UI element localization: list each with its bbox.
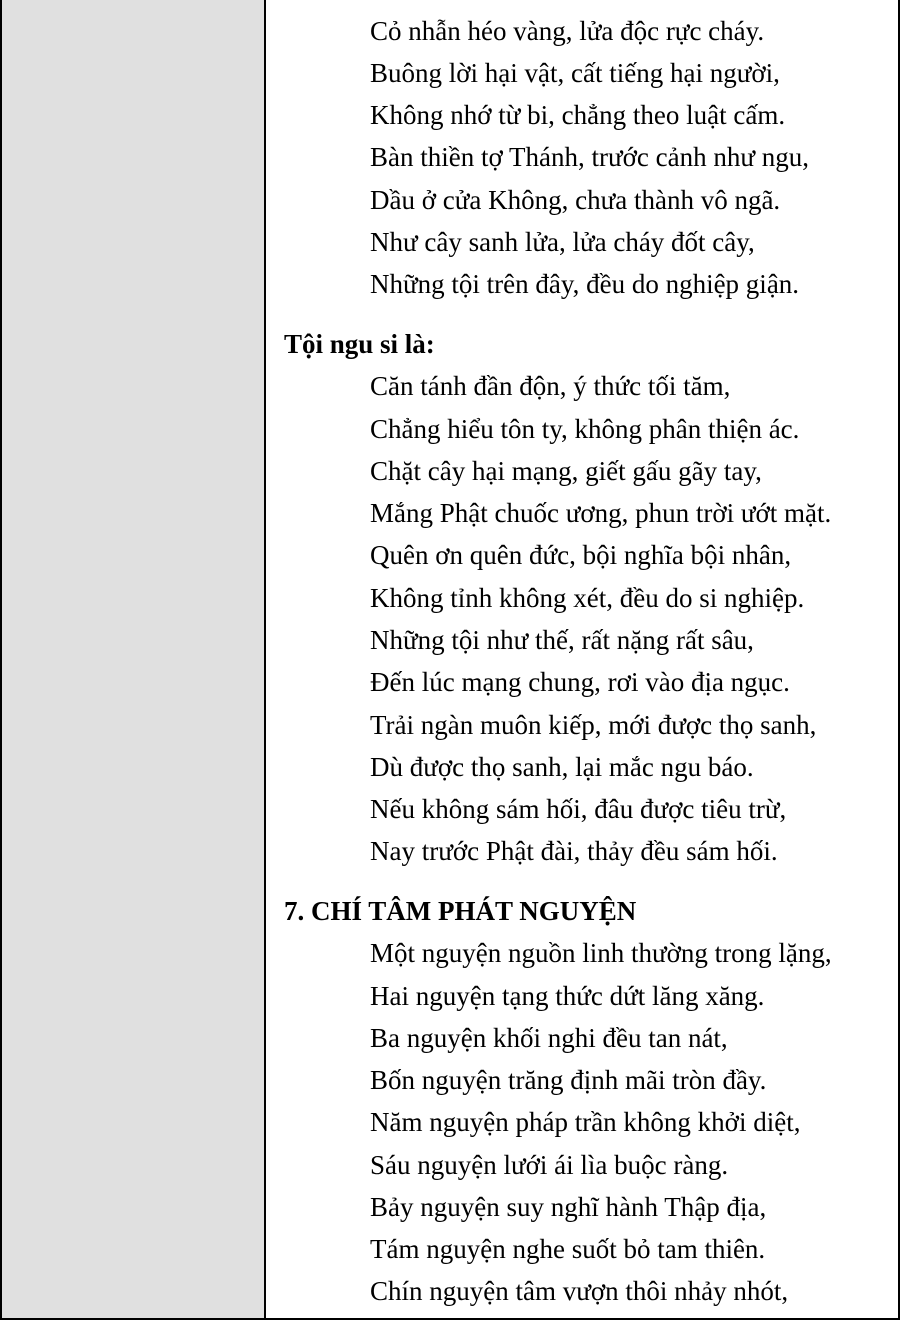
verse-line: Mắng Phật chuốc ương, phun trời ướt mặt. [370, 498, 832, 528]
verse-line: Dầu ở cửa Không, chưa thành vô ngã. [370, 185, 781, 215]
verse-line: Cỏ nhẫn héo vàng, lửa độc rực cháy. [370, 16, 765, 46]
verse-line: Bàn thiền tợ Thánh, trước cảnh như ngu, [370, 142, 809, 172]
verse-line: Chín nguyện tâm vượn thôi nhảy nhót, [370, 1276, 789, 1306]
verse-line: Buông lời hại vật, cất tiếng hại người, [370, 58, 780, 88]
verse-line: Hai nguyện tạng thức dứt lăng xăng. [370, 981, 765, 1011]
verse-line: Ba nguyện khối nghi đều tan nát, [370, 1023, 728, 1053]
verse-line: Căn tánh đần độn, ý thức tối tăm, [370, 371, 731, 401]
section-heading: Tội ngu si là: [284, 329, 435, 359]
verse-line: Một nguyện nguồn linh thường trong lặng, [370, 938, 832, 968]
verse-line: Đến lúc mạng chung, rơi vào địa ngục. [370, 667, 790, 697]
verse-line: Không nhớ từ bi, chẳng theo luật cấm. [370, 100, 786, 130]
verse-line: Chặt cây hại mạng, giết gấu gãy tay, [370, 456, 762, 486]
verse-line: Năm nguyện pháp trần không khởi diệt, [370, 1107, 801, 1137]
verse-line: Dù được thọ sanh, lại mắc ngu báo. [370, 752, 754, 782]
verse-line: Chẳng hiểu tôn ty, không phân thiện ác. [370, 414, 800, 444]
verse-line: Quên ơn quên đức, bội nghĩa bội nhân, [370, 540, 792, 570]
section-heading: 7. CHÍ TÂM PHÁT NGUYỆN [284, 896, 637, 926]
verse-line: Trải ngàn muôn kiếp, mới được thọ sanh, [370, 710, 817, 740]
verse-line: Bảy nguyện suy nghĩ hành Thập địa, [370, 1192, 767, 1222]
verse-line: Tám nguyện nghe suốt bỏ tam thiên. [370, 1234, 766, 1264]
left-shaded-column [2, 0, 266, 1318]
verse-line: Không tỉnh không xét, đều do si nghiệp. [370, 583, 805, 613]
verse-line: Bốn nguyện trăng định mãi tròn đầy. [370, 1065, 767, 1095]
verse-line: Nay trước Phật đài, thảy đều sám hối. [370, 836, 778, 866]
verse-line: Những tội trên đây, đều do nghiệp giận. [370, 269, 800, 299]
verse-line: Sáu nguyện lưới ái lìa buộc ràng. [370, 1150, 729, 1180]
verse-line: Như cây sanh lửa, lửa cháy đốt cây, [370, 227, 755, 257]
verse-line: Nếu không sám hối, đâu được tiêu trừ, [370, 794, 787, 824]
text-column [266, 0, 898, 1318]
verse-line: Những tội như thế, rất nặng rất sâu, [370, 625, 754, 655]
